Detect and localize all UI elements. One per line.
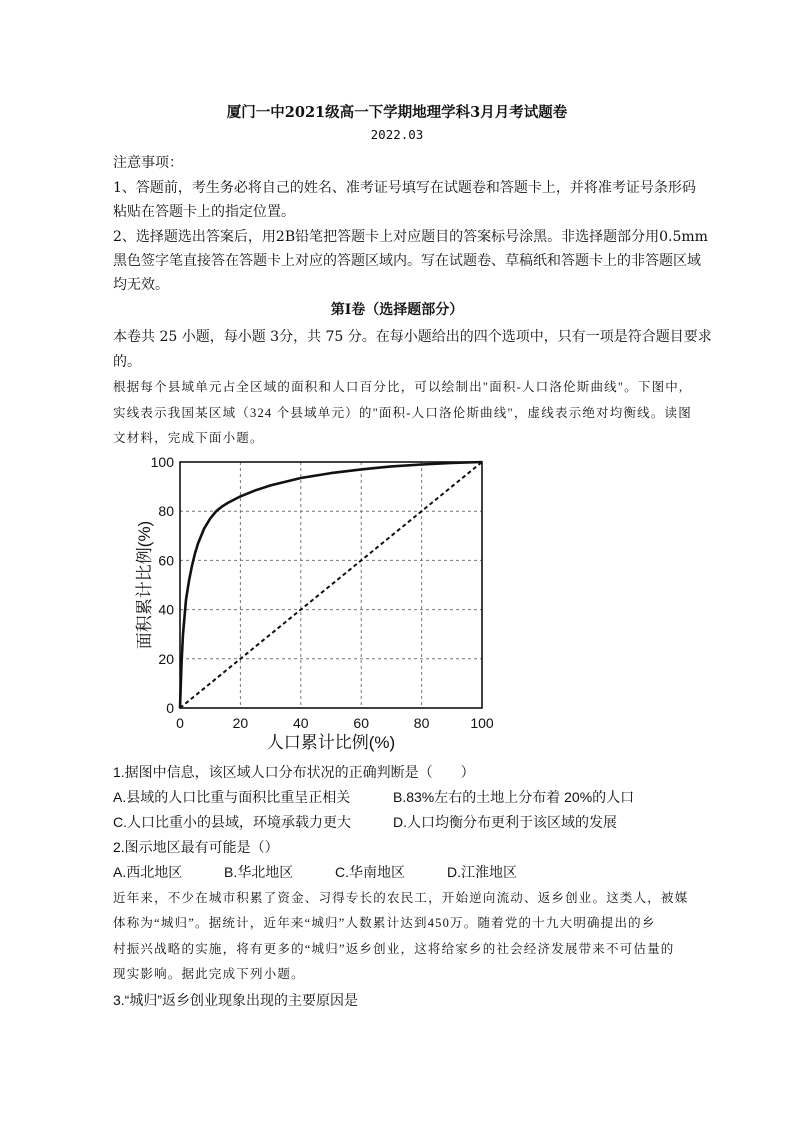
q1-option-a: A.县域的人口比重与面积比重呈正相关 (113, 789, 351, 805)
notes-item2-line2: 黑色签字笔直接答在答题卡上对应的答题区域内。写在试题卷、草稿纸和答题卡上的非答题区域 (113, 253, 701, 269)
exam-date: 2022.03 (370, 127, 424, 142)
section-title: 第Ⅰ卷（选择题部分） (330, 302, 464, 318)
notes-heading: 注意事项： (113, 155, 183, 171)
material1-line3: 文材料，完成下面小题。 (113, 431, 264, 445)
equality-line (180, 462, 482, 708)
x-tick-label: 0 (176, 715, 184, 731)
notes-item2-line3: 均无效。 (113, 277, 169, 293)
q2-option-c: C.华南地区 (335, 864, 405, 880)
q1-stem: 1.据图中信息，该区域人口分布状况的正确判断是（ ） (113, 764, 475, 780)
x-tick-label: 80 (413, 715, 430, 731)
chart-series (180, 462, 482, 708)
x-tick-labels (176, 715, 494, 731)
y-tick-label: 40 (158, 601, 174, 618)
q2-stem: 2.图示地区最有可能是（） (113, 839, 279, 855)
y-tick-label: 80 (158, 503, 174, 520)
y-tick-labels (151, 454, 175, 716)
x-axis-label: 人口累计比例(%) (266, 733, 396, 752)
q1-option-b: B.83%左右的土地上分布着 20%的人口 (393, 789, 635, 805)
x-tick-label: 40 (293, 715, 309, 731)
exam-title: 厦门一中2021级高一下学期地理学科3月月考试题卷 (226, 104, 568, 121)
notes-item1-line2: 粘贴在答题卡上的指定位置。 (113, 204, 295, 220)
notes-item1-line1: 1、答题前，考生务必将自己的姓名、准考证号填写在试题卷和答题卡上，并将准考证号条形码 (113, 180, 696, 196)
y-tick-label: 60 (158, 552, 174, 569)
q1-option-d: D.人口均衡分布更利于该区域的发展 (393, 814, 617, 830)
y-tick-label: 20 (158, 650, 174, 667)
material2-line3: 村振兴战略的实施，将有更多的“城归”返乡创业，这将给家乡的社会经济发展带来不可估量的 (113, 942, 675, 956)
x-tick-label: 60 (353, 715, 369, 731)
q2-option-a: A.西北地区 (113, 864, 183, 880)
y-tick-label: 0 (166, 700, 174, 716)
x-tick-label: 20 (232, 715, 249, 731)
material2-line1: 近年来，不少在城市积累了资金、习得专长的农民工，开始逆向流动、返乡创业。这类人，被媒 (113, 891, 689, 905)
q1-option-c: C.人口比重小的县域，环境承载力更大 (113, 814, 351, 830)
q2-option-d: D.江淮地区 (447, 864, 517, 880)
section-intro-line1: 本卷共 25 小题，每小题 3分，共 75 分。在每小题给出的四个选项中，只有一项是符合题目要求 (113, 329, 712, 345)
notes-item2-line1: 2、选择题选出答案后，用2B铅笔把答题卡上对应题目的答案标号涂黑。非选择题部分用0.5mm (113, 229, 708, 245)
material1-line1: 根据每个县域单元占全区域的面积和人口百分比，可以绘制出"面积-人口洛伦斯曲线"。下图中, (113, 380, 684, 394)
q3-stem: 3.“城归”返乡创业现象出现的主要原因是 (113, 992, 358, 1008)
lorenz-chart (130, 448, 510, 758)
q2-option-b: B.华北地区 (224, 864, 294, 880)
y-axis-label: 面积累计比例(%) (135, 520, 154, 650)
material1-line2: 实线表示我国某区域（324 个县域单元）的"面积-人口洛伦斯曲线"，虚线表示绝对均衡线。读图 (113, 406, 692, 420)
section-intro-line2: 的。 (113, 354, 141, 370)
material2-line2: 体称为“城归”。据统计，近年来“城归”人数累计达到450万。随着党的十九大明确提出的乡 (113, 916, 656, 930)
x-tick-label: 100 (470, 715, 494, 731)
y-tick-label: 100 (150, 454, 174, 470)
material2-line4: 现实影响。据此完成下列小题。 (113, 967, 305, 981)
